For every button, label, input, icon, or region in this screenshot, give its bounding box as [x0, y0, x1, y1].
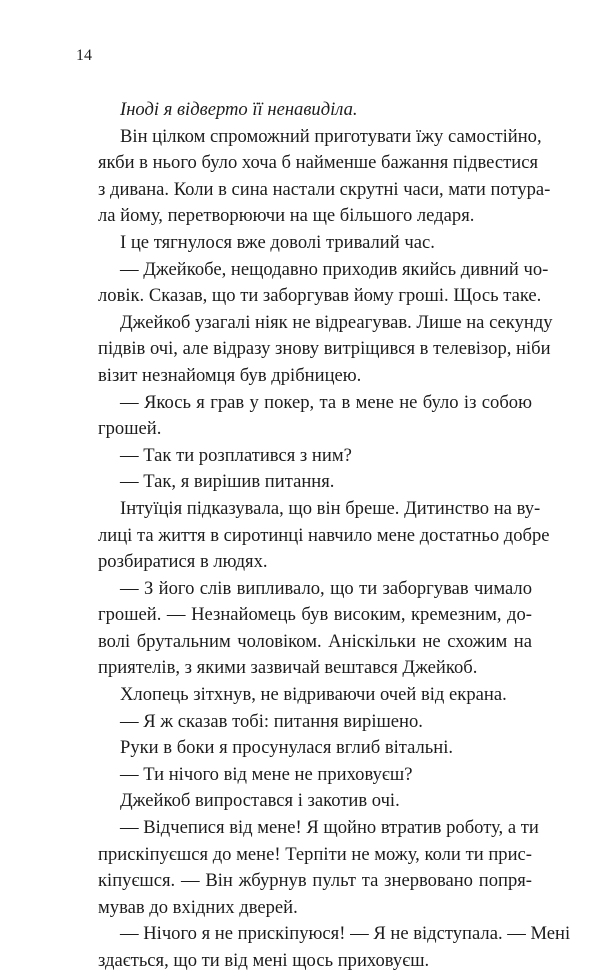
text-line: — Так, я вирішив питання.	[120, 471, 335, 493]
text-line: ловік. Сказав, що ти заборгував йому гроші. Щось таке.	[98, 285, 542, 307]
text-line: грошей. — Незнайомець був високим, кремезним, до-	[98, 604, 532, 626]
text-line: — Ти нічого від мене не приховуєш?	[120, 763, 413, 785]
text-line: — Відчепися від мене! Я щойно втратив роботу, а ти	[120, 817, 539, 839]
text-line: — Нічого я не прискіпуюся! — Я не відступала. — Мені	[120, 923, 571, 945]
text-line: здається, що ти від мені щось приховуєш.	[98, 950, 430, 971]
text-line: лиці та життя в сиротинці навчило мене достатньо добре	[98, 524, 550, 546]
text-line: Він цілком спроможний приготувати їжу самостійно,	[120, 125, 542, 147]
text-line: — Джейкобе, нещодавно приходив якийсь дивний чо-	[120, 258, 549, 280]
text-line: розбиратися в людях.	[98, 551, 268, 573]
text-line: грошей.	[98, 418, 162, 440]
text-line: Джейкоб узагалі ніяк не відреагував. Лише на секунду	[120, 311, 553, 333]
text-line: з дивана. Коли в сина настали скрутні часи, мати потура-	[98, 178, 551, 200]
text-line: Інтуїція підказувала, що він бреше. Дитинство на ву-	[120, 497, 541, 519]
text-line: мував до вхідних дверей.	[98, 896, 298, 918]
text-line: І це тягнулося вже доволі тривалий час.	[120, 231, 435, 253]
text-line: — Так ти розплатився з ним?	[120, 444, 352, 466]
text-line: прискіпуєшся до мене! Терпіти не можу, коли ти прис-	[98, 843, 532, 865]
text-line: Руки в боки я просунулася вглиб вітальні.	[120, 737, 454, 759]
text-line: ла йому, перетворюючи на ще більшого ледаря.	[98, 205, 475, 227]
text-line: візит незнайомця був дрібницею.	[98, 364, 362, 386]
text-line: Хлопець зітхнув, не відриваючи очей від екрана.	[120, 684, 507, 706]
page-number: 14	[76, 47, 92, 64]
text-line: волі брутальним чоловіком. Аніскільки не схожим на	[98, 630, 532, 652]
body-text	[98, 97, 571, 975]
text-line: підвів очі, але відразу знову витріщився в телевізор, ніби	[98, 338, 551, 360]
text-line: — Якось я грав у покер, та в мене не було із собою	[120, 391, 532, 413]
text-line: Іноді я відверто її ненавиділа.	[120, 99, 358, 120]
text-line: — З його слів випливало, що ти заборгував чимало	[120, 577, 532, 599]
text-line: приятелів, з якими зазвичай вештався Джейкоб.	[98, 657, 478, 679]
text-line: Джейкоб випростався і закотив очі.	[120, 790, 400, 812]
text-line: кіпуєшся. — Він жбурнув пульт та знервовано попря-	[98, 870, 532, 892]
text-line: якби в нього було хоча б найменше бажання підвестися	[98, 152, 539, 174]
text-line: — Я ж сказав тобі: питання вирішено.	[120, 710, 423, 732]
